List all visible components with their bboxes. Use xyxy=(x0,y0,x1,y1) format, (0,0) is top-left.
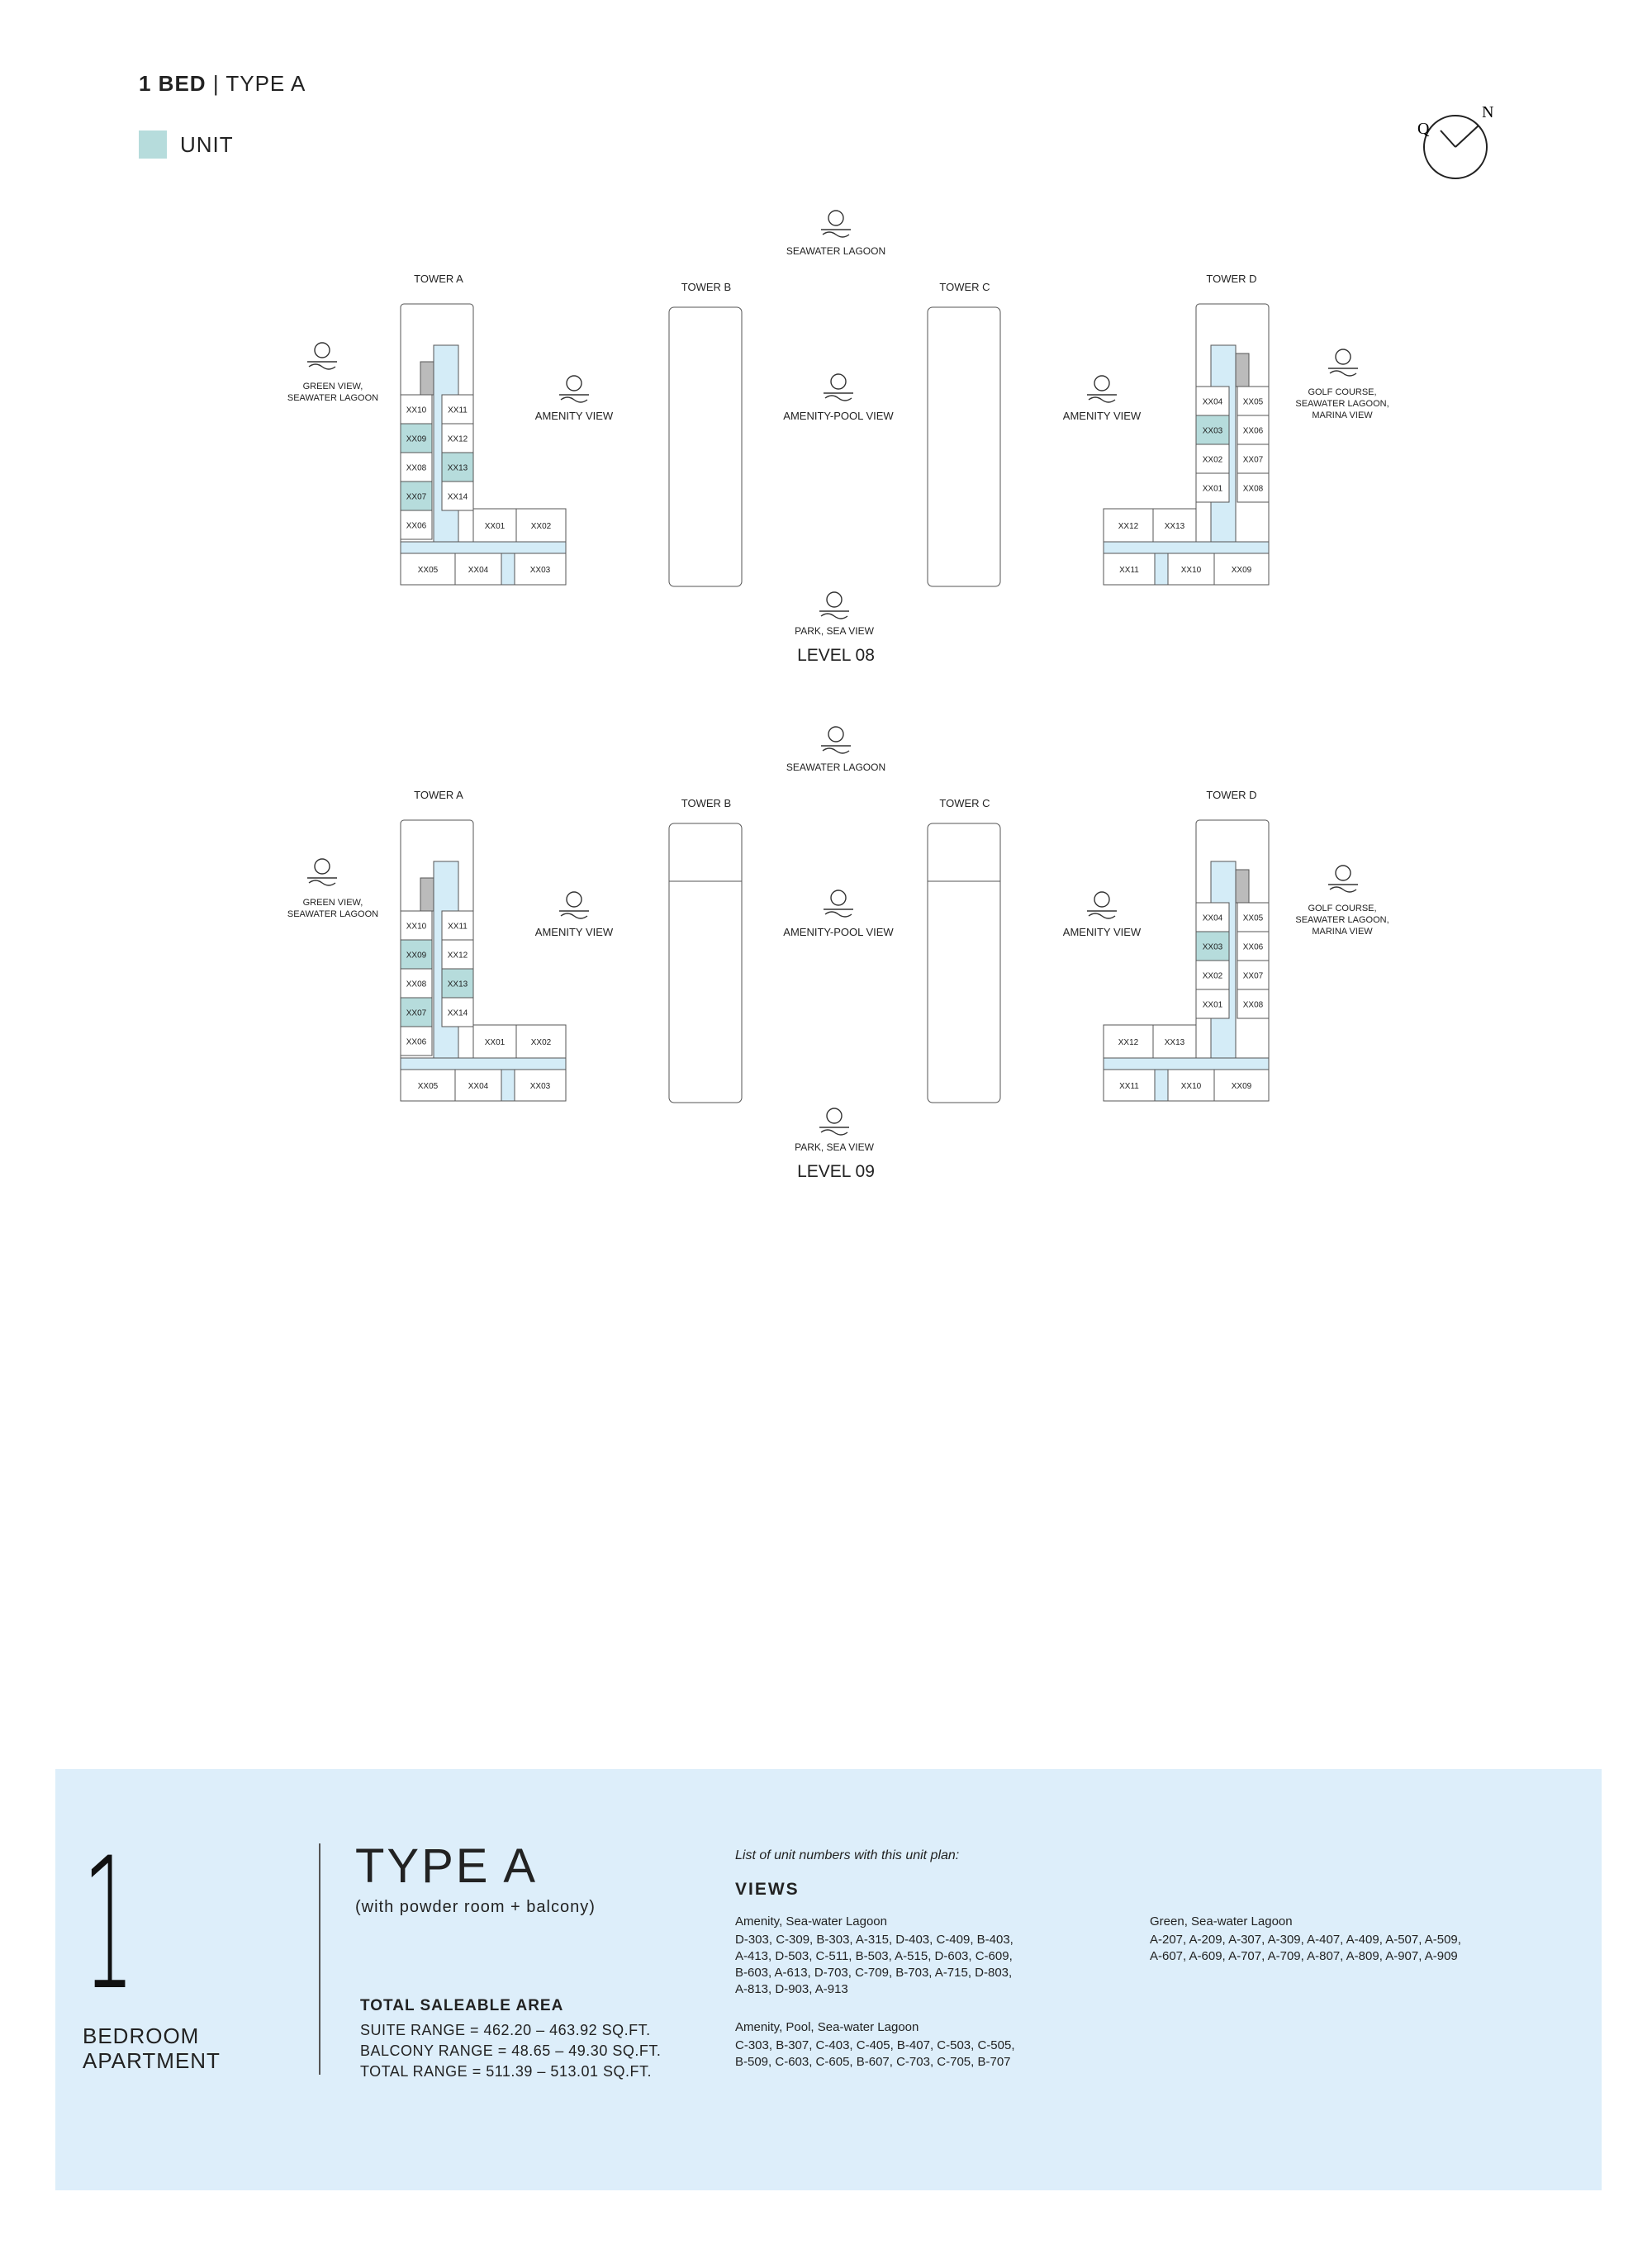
golf-view-label: GOLF COURSE, xyxy=(1308,904,1377,913)
tower-d-label: TOWER D xyxy=(1206,273,1257,285)
corridor xyxy=(1104,1058,1269,1070)
bedroom-count: 1 xyxy=(83,1819,135,2030)
unit-label: XX10 xyxy=(1180,566,1202,575)
golf-view-label-3: MARINA VIEW xyxy=(1312,927,1373,937)
tower-d-label: TOWER D xyxy=(1206,789,1257,801)
amenity-icon xyxy=(1087,376,1117,402)
corridor xyxy=(501,553,515,585)
unit-label: XX09 xyxy=(1231,1082,1252,1091)
compass-q: Q xyxy=(1417,120,1430,138)
unit-label: XX04 xyxy=(468,566,489,575)
tower-c-label: TOWER C xyxy=(939,797,990,809)
page-title xyxy=(139,71,306,97)
legend-swatch xyxy=(139,130,167,159)
bedroom-label: BEDROOM APARTMENT xyxy=(83,2023,221,2073)
tower-b-outline xyxy=(669,823,742,1103)
area-heading: TOTAL SALEABLE AREA xyxy=(360,1997,564,2014)
unit-label: XX11 xyxy=(1119,566,1139,575)
tower-c-outline xyxy=(928,307,1000,586)
floor-plan-svg xyxy=(248,723,1454,1218)
amenity-icon xyxy=(1087,892,1117,918)
amenity-view-right: AMENITY VIEW xyxy=(1062,410,1142,422)
tower-a-label: TOWER A xyxy=(414,273,463,285)
lagoon-icon xyxy=(821,727,851,753)
level-label: LEVEL 08 xyxy=(797,646,875,665)
tower-b-label: TOWER B xyxy=(681,281,732,293)
pool-icon xyxy=(824,890,853,917)
amenity-pool-view: AMENITY-POOL VIEW xyxy=(783,926,894,938)
legend-label: UNIT xyxy=(180,132,234,157)
amenity-view-left: AMENITY VIEW xyxy=(534,926,614,938)
unit-label: XX02 xyxy=(1202,455,1223,465)
unit-label: XX01 xyxy=(1202,484,1223,494)
panel-divider xyxy=(319,1843,320,2075)
unit-label: XX10 xyxy=(406,922,427,932)
amenity-view-left: AMENITY VIEW xyxy=(534,410,614,422)
floor-plan-level-08 xyxy=(248,206,1454,702)
type-subtitle: (with powder room + balcony) xyxy=(355,1898,596,1916)
unit-label: XX09 xyxy=(406,434,427,444)
stair xyxy=(420,878,434,911)
title-separator: | xyxy=(212,71,220,96)
unit-label: XX09 xyxy=(1231,566,1252,575)
amenity-icon xyxy=(559,892,589,918)
green-view-label: GREEN VIEW, xyxy=(302,382,363,391)
corridor xyxy=(401,1058,566,1070)
tower-b-outline xyxy=(669,307,742,586)
view-group-amenity-pool: Amenity, Pool, Sea-water Lagoon C-303, B-307, C-403, C-405, B-407, C-503, C-505, B-509, C-603, C-605, B-607, C-703, C-705, B-707 xyxy=(735,2020,1015,2069)
tower-b-label: TOWER B xyxy=(681,797,732,809)
level-label: LEVEL 09 xyxy=(797,1162,875,1181)
park-label: PARK, SEA VIEW xyxy=(795,625,874,637)
unit-label: XX02 xyxy=(530,522,552,531)
park-label: PARK, SEA VIEW xyxy=(795,1141,874,1153)
view-group-green: Green, Sea-water Lagoon A-207, A-209, A-307, A-309, A-407, A-409, A-507, A-509, A-607, A-609, A-707, A-709, A-807, A-809, A-907, A-909 xyxy=(1150,1914,1461,1963)
unit-label: XX12 xyxy=(447,951,468,961)
unit-label: XX11 xyxy=(1119,1082,1139,1091)
park-icon xyxy=(819,1108,849,1135)
unit-label: XX14 xyxy=(447,492,468,502)
green-view-label-2: SEAWATER LAGOON xyxy=(287,393,379,403)
balcony-range: BALCONY RANGE = 48.65 – 49.30 SQ.FT. xyxy=(360,2042,662,2059)
view-group-amenity: Amenity, Sea-water Lagoon D-303, C-309, B-303, A-315, D-403, C-409, B-403, A-413, D-503, C-511, B-503, A-515, D-603, C-609, B-603, A-613, D-703, C-709, B-703, A-715, D-803, A-813, D-903, A-913 xyxy=(735,1914,1014,1996)
unit-label: XX07 xyxy=(406,1008,427,1018)
unit-label: XX07 xyxy=(1242,455,1264,465)
unit-label: XX02 xyxy=(1202,971,1223,981)
stair xyxy=(1236,870,1249,903)
unit-label: XX12 xyxy=(1118,522,1139,531)
unit-label: XX10 xyxy=(1180,1082,1202,1091)
park-icon xyxy=(819,592,849,619)
bed-label: 1 BED xyxy=(139,71,206,96)
tower-c-outline xyxy=(928,823,1000,1103)
golf-view-label: GOLF COURSE, xyxy=(1308,387,1377,397)
unit-label: XX12 xyxy=(447,434,468,444)
tree-icon xyxy=(307,343,337,369)
golf-icon xyxy=(1328,349,1358,376)
golf-icon xyxy=(1328,866,1358,892)
amenity-pool-view: AMENITY-POOL VIEW xyxy=(783,410,894,422)
type-label: TYPE A xyxy=(225,71,306,96)
lagoon-icon xyxy=(821,211,851,237)
suite-range: SUITE RANGE = 462.20 – 463.92 SQ.FT. xyxy=(360,2022,651,2038)
floor-plan-level-09 xyxy=(248,723,1454,1218)
corridor xyxy=(1104,542,1269,553)
unit-label: XX06 xyxy=(406,521,427,531)
unit-label: XX05 xyxy=(1242,913,1264,923)
unit-label: XX14 xyxy=(447,1008,468,1018)
unit-label: XX01 xyxy=(484,1038,506,1047)
stair xyxy=(1236,353,1249,387)
unit-label: XX06 xyxy=(1242,942,1264,952)
unit-label: XX03 xyxy=(1202,942,1223,952)
unit-label: XX07 xyxy=(1242,971,1264,981)
golf-view-label-2: SEAWATER LAGOON, xyxy=(1295,915,1389,925)
unit-label: XX13 xyxy=(447,980,468,989)
tower-a-plan xyxy=(401,820,566,1101)
unit-label: XX03 xyxy=(529,1082,551,1091)
unit-label: XX05 xyxy=(1242,397,1264,407)
golf-view-label-2: SEAWATER LAGOON, xyxy=(1295,399,1389,409)
unit-label: XX13 xyxy=(1164,1038,1185,1047)
corridor xyxy=(1155,553,1168,585)
amenity-view-right: AMENITY VIEW xyxy=(1062,926,1142,938)
unit-label: XX04 xyxy=(468,1082,489,1091)
unit-label: XX08 xyxy=(406,980,427,989)
pool-icon xyxy=(824,374,853,401)
unit-label: XX04 xyxy=(1202,913,1223,923)
unit-label: XX08 xyxy=(406,463,427,473)
unit-label: XX13 xyxy=(447,463,468,473)
tower-c-label: TOWER C xyxy=(939,281,990,293)
seawater-label: SEAWATER LAGOON xyxy=(786,761,886,773)
views-heading: VIEWS xyxy=(735,1880,800,1899)
unit-label: XX11 xyxy=(448,406,468,415)
total-range: TOTAL RANGE = 511.39 – 513.01 SQ.FT. xyxy=(360,2063,652,2080)
green-view-label-2: SEAWATER LAGOON xyxy=(287,909,379,919)
tower-a-plan xyxy=(401,304,566,585)
unit-label: XX09 xyxy=(406,951,427,961)
tower-d-plan xyxy=(1104,820,1269,1101)
type-title: TYPE A xyxy=(355,1839,539,1893)
unit-label: XX12 xyxy=(1118,1038,1139,1047)
unit-label: XX03 xyxy=(529,566,551,575)
green-view-label: GREEN VIEW, xyxy=(302,898,363,908)
compass-n: N xyxy=(1482,103,1494,121)
corridor xyxy=(401,542,566,553)
golf-view-label-3: MARINA VIEW xyxy=(1312,410,1373,420)
amenity-icon xyxy=(559,376,589,402)
unit-label: XX07 xyxy=(406,492,427,502)
unit-label: XX06 xyxy=(406,1037,427,1047)
unit-label: XX11 xyxy=(448,922,468,932)
compass-icon xyxy=(1404,97,1503,188)
floor-plan-svg xyxy=(248,206,1454,702)
unit-label: XX01 xyxy=(484,522,506,531)
tower-a-label: TOWER A xyxy=(414,789,463,801)
unit-label: XX06 xyxy=(1242,426,1264,436)
unit-label: XX13 xyxy=(1164,522,1185,531)
unit-label: XX05 xyxy=(417,566,439,575)
unit-label: XX05 xyxy=(417,1082,439,1091)
unit-label: XX03 xyxy=(1202,426,1223,436)
unit-label: XX10 xyxy=(406,406,427,415)
unit-label: XX01 xyxy=(1202,1000,1223,1010)
tower-d-plan xyxy=(1104,304,1269,585)
stair xyxy=(420,362,434,395)
unit-label: XX02 xyxy=(530,1038,552,1047)
corridor xyxy=(501,1070,515,1101)
seawater-label: SEAWATER LAGOON xyxy=(786,245,886,257)
unit-label: XX04 xyxy=(1202,397,1223,407)
tree-icon xyxy=(307,859,337,885)
unit-label: XX08 xyxy=(1242,484,1264,494)
unit-label: XX08 xyxy=(1242,1000,1264,1010)
corridor xyxy=(1155,1070,1168,1101)
unit-list-caption: List of unit numbers with this unit plan: xyxy=(735,1848,960,1862)
